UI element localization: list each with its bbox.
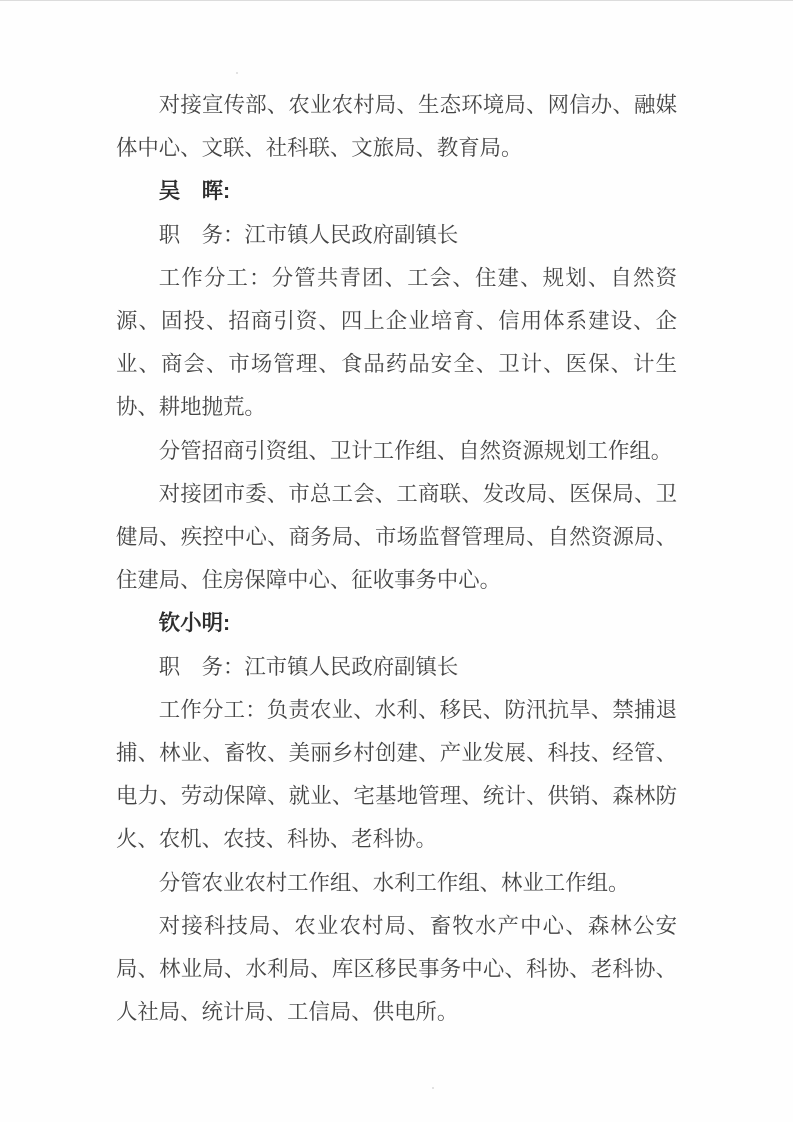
officer-name-heading: 吴 晖: — [158, 179, 231, 204]
liaison-paragraph: 对接团市委、市总工会、工商联、发改局、医保局、卫健局、疾控中心、商务局、市场监督管理局、自然资源局、住建局、住房保障中心、征收事务中心。 — [116, 481, 677, 593]
position-line: 职 务：江市镇人民政府副镇长 — [158, 654, 459, 679]
groups-paragraph: 分管招商引资组、卫计工作组、自然资源规划工作组。 — [158, 438, 673, 463]
document-body — [116, 84, 677, 1034]
officer-name-heading: 钦小明: — [158, 611, 231, 636]
scan-edge-artifact — [0, 0, 793, 1]
scan-speckle — [432, 1087, 434, 1089]
scan-speckle — [236, 72, 238, 74]
duties-paragraph: 工作分工：分管共青团、工会、住建、规划、自然资源、固投、招商引资、四上企业培育、信用体系建设、企业、商会、市场管理、食品药品安全、卫计、医保、计生协、耕地抛荒。 — [116, 265, 677, 420]
position-line: 职 务：江市镇人民政府副镇长 — [158, 222, 459, 247]
groups-paragraph: 分管农业农村工作组、水利工作组、林业工作组。 — [158, 870, 630, 895]
liaison-paragraph: 对接宣传部、农业农村局、生态环境局、网信办、融媒体中心、文联、社科联、文旅局、教育局。 — [116, 93, 677, 161]
duties-paragraph: 工作分工：负责农业、水利、移民、防汛抗旱、禁捕退捕、林业、畜牧、美丽乡村创建、产业发展、科技、经管、电力、劳动保障、就业、宅基地管理、统计、供销、森林防火、农机、农技、科协、老科协。 — [116, 697, 677, 852]
liaison-paragraph: 对接科技局、农业农村局、畜牧水产中心、森林公安局、林业局、水利局、库区移民事务中心、科协、老科协、人社局、统计局、工信局、供电所。 — [116, 913, 677, 1025]
